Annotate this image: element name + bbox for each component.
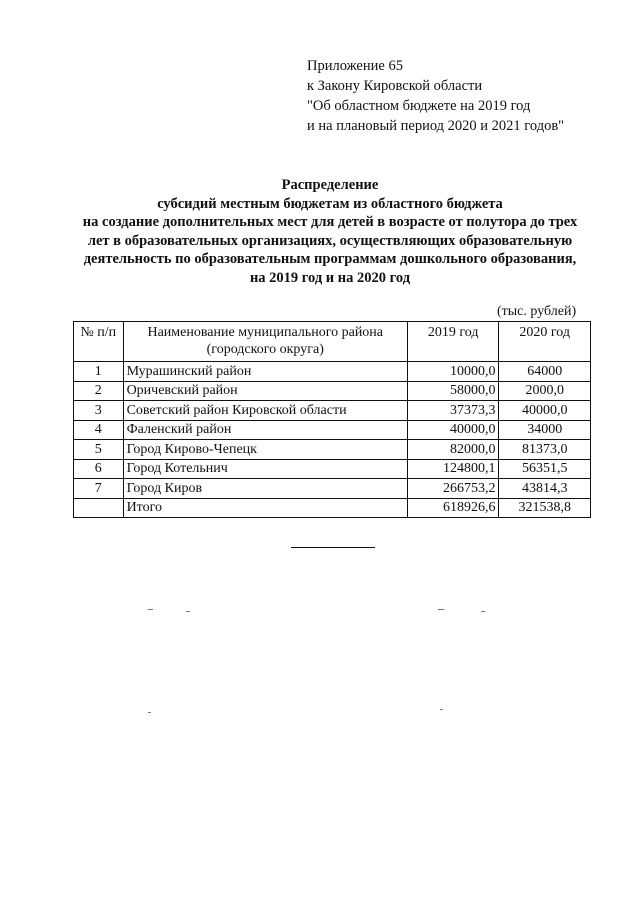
row-municipality: Город Котельнич	[123, 459, 407, 479]
scan-speck	[148, 609, 153, 610]
table-row	[74, 362, 591, 382]
row-2020-value: 64000	[499, 362, 591, 382]
appendix-law-period: и на плановый период 2020 и 2021 годов"	[307, 118, 565, 134]
row-municipality: Мурашинский район	[123, 362, 407, 382]
scan-speck	[438, 609, 444, 610]
header-municipality-line1: Наименование муниципального района	[147, 325, 384, 340]
row-2020-value: 56351,5	[499, 459, 591, 479]
appendix-law-title: "Об областном бюджете на 2019 год	[307, 98, 531, 114]
header-2020: 2020 год	[499, 322, 591, 362]
table-row	[74, 479, 591, 499]
row-2019-value: 10000,0	[407, 362, 499, 382]
title-line-1: Распределение	[281, 177, 379, 193]
row-number: 2	[74, 381, 124, 401]
header-2019: 2019 год	[407, 322, 499, 362]
row-municipality: Фаленский район	[123, 420, 407, 440]
scan-speck	[440, 709, 443, 710]
document-title	[60, 176, 600, 287]
header-number: № п/п	[74, 322, 124, 362]
row-number: 5	[74, 440, 124, 460]
row-2019-value: 40000,0	[407, 420, 499, 440]
row-number: 4	[74, 420, 124, 440]
row-municipality: Город Кирово-Чепецк	[123, 440, 407, 460]
total-number	[74, 498, 124, 518]
appendix-law: к Закону Кировской области	[307, 78, 483, 94]
header-municipality-line2: (городского округа)	[206, 342, 324, 357]
row-2020-value: 2000,0	[499, 381, 591, 401]
appendix-number: Приложение 65	[307, 58, 403, 74]
title-line-4: лет в образовательных организациях, осуществляющих образовательную	[87, 232, 573, 249]
title-line-2: субсидий местным бюджетам из областного бюджета	[157, 195, 503, 212]
row-2020-value: 81373,0	[499, 440, 591, 460]
subsidy-table	[73, 321, 591, 518]
table-row	[74, 459, 591, 479]
title-line-6: на 2019 год и на 2020 год	[249, 269, 411, 286]
row-municipality: Советский район Кировской области	[123, 401, 407, 421]
unit-label: (тыс. рублей)	[497, 304, 577, 319]
table-row	[74, 401, 591, 421]
table-row	[74, 440, 591, 460]
row-2019-value: 124800,1	[407, 459, 499, 479]
row-municipality: Город Киров	[123, 479, 407, 499]
table-row	[74, 420, 591, 440]
appendix-reference	[307, 56, 564, 136]
scan-speck	[481, 611, 485, 612]
title-line-5: деятельность по образовательным программам дошкольного образования,	[83, 251, 577, 267]
table-total-row	[74, 498, 591, 518]
total-2020-value: 321538,8	[499, 498, 591, 518]
row-2020-value: 34000	[499, 420, 591, 440]
row-number: 1	[74, 362, 124, 382]
row-number: 6	[74, 459, 124, 479]
row-2019-value: 266753,2	[407, 479, 499, 499]
row-number: 7	[74, 479, 124, 499]
row-2020-value: 43814,3	[499, 479, 591, 499]
title-line-3: на создание дополнительных мест для детей в возрасте от полутора до трех	[82, 214, 578, 230]
scan-speck	[148, 712, 151, 713]
row-municipality: Оричевский район	[123, 381, 407, 401]
row-2019-value: 58000,0	[407, 381, 499, 401]
table-row	[74, 381, 591, 401]
total-label: Итого	[123, 498, 407, 518]
row-number: 3	[74, 401, 124, 421]
row-2020-value: 40000,0	[499, 401, 591, 421]
row-2019-value: 37373,3	[407, 401, 499, 421]
table-header-row	[74, 322, 591, 362]
scan-speck	[186, 611, 190, 612]
closing-divider	[291, 547, 375, 548]
total-2019-value: 618926,6	[407, 498, 499, 518]
header-municipality	[123, 322, 407, 362]
row-2019-value: 82000,0	[407, 440, 499, 460]
